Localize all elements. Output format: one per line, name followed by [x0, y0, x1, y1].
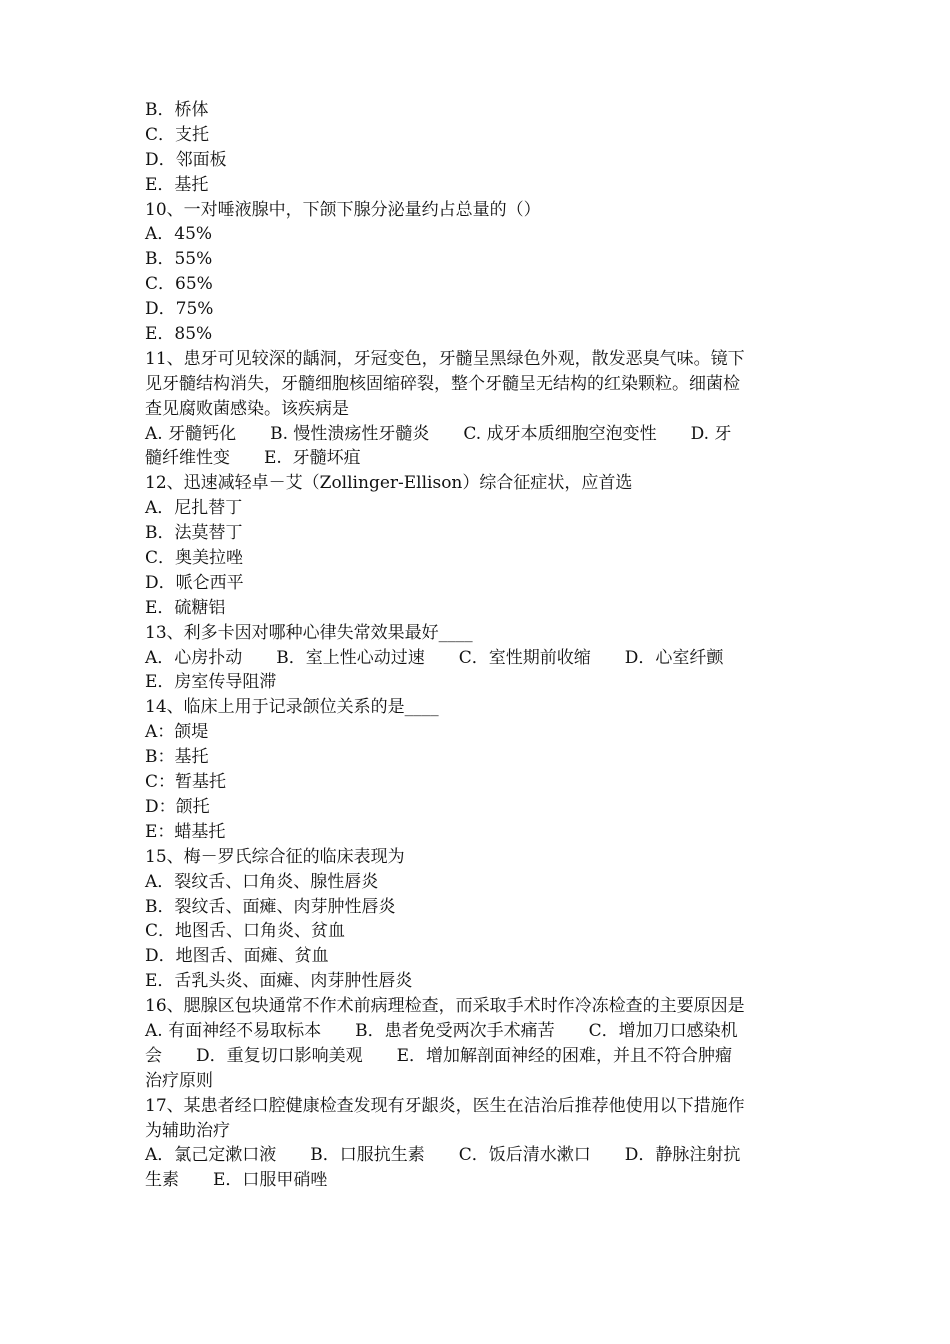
text-line: D．地图舌、面瘫、贫血: [145, 946, 329, 967]
question-line: 17、某患者经口腔健康检查发现有牙龈炎，医生在洁治后推荐他使用以下措施作: [145, 1095, 745, 1116]
text-line: C：暂基托: [145, 772, 227, 793]
text-line: C．支托: [145, 124, 210, 145]
text-line: B．桥体: [145, 100, 209, 120]
question-line: 为辅助治疗: [145, 1120, 230, 1141]
text-line: C．奥美拉唑: [145, 548, 244, 569]
text-line: A．心房扑动 B．室上性心动过速 C．室性期前收缩 D．心室纤颤: [145, 647, 724, 668]
question-line: 16、腮腺区包块通常不作术前病理检查，而采取手术时作冷冻检查的主要原因是: [145, 996, 745, 1017]
text-line: 生素 E．口服甲硝唑: [145, 1170, 328, 1191]
text-line: B．法莫替丁: [145, 523, 243, 544]
question-line: 13、利多卡因对哪种心律失常效果最好____: [145, 622, 473, 643]
question-line: 11、患牙可见较深的龋洞，牙冠变色，牙髓呈黑绿色外观，散发恶臭气味。镜下: [145, 348, 745, 369]
text-line: A．氯己定漱口液 B．口服抗生素 C．饭后清水漱口 D．静脉注射抗: [145, 1145, 741, 1166]
text-line: 髓纤维性变 E. 牙髓坏疽: [145, 448, 361, 469]
question-line: 15、梅－罗氏综合征的临床表现为: [145, 846, 405, 867]
text-line: D．邻面板: [145, 149, 227, 170]
text-line: E．基托: [145, 174, 209, 195]
text-line: D．哌仑西平: [145, 572, 244, 593]
text-line: B．55%: [145, 249, 213, 270]
text-line: E．舌乳头炎、面瘫、肉芽肿性唇炎: [145, 971, 413, 992]
document-page: [145, 98, 810, 1193]
text-line: 治疗原则: [145, 1070, 213, 1091]
text-line: A. 有面神经不易取标本 B．患者免受两次手术痛苦 C．增加刀口感染机: [145, 1020, 738, 1041]
text-line: 会 D．重复切口影响美观 E．增加解剖面神经的困难，并且不符合肿瘤: [145, 1045, 733, 1066]
text-line: E．房室传导阻滞: [145, 672, 277, 693]
text-line: A．裂纹舌、口角炎、腺性唇炎: [145, 871, 379, 892]
text-line: C．65%: [145, 274, 213, 295]
question-line: 查见腐败菌感染。该疾病是: [145, 398, 349, 419]
text-line: A：颌堤: [145, 722, 209, 743]
text-line: A．尼扎替丁: [145, 498, 243, 519]
question-line: 见牙髓结构消失，牙髓细胞核固缩碎裂，整个牙髓呈无结构的红染颗粒。细菌检: [145, 373, 740, 394]
text-line: A. 牙髓钙化 B. 慢性溃疡性牙髓炎 C. 成牙本质细胞空泡变性 D. 牙: [145, 423, 732, 444]
text-line: B：基托: [145, 747, 209, 768]
question-line: 12、迅速减轻卓－艾（Zollinger-Ellison）综合征症状，应首选: [145, 473, 633, 494]
text-line: A．45%: [145, 224, 213, 245]
text-line: E．硫糖铝: [145, 597, 226, 618]
text-line: E．85%: [145, 324, 213, 345]
text-line: C．地图舌、口角炎、贫血: [145, 921, 346, 942]
text-line: D：颌托: [145, 796, 210, 817]
text-line: D．75%: [145, 299, 214, 320]
text-line: E：蜡基托: [145, 821, 226, 842]
question-line: 10、一对唾液腺中，下颌下腺分泌量约占总量的（）: [145, 199, 541, 220]
text-line: B．裂纹舌、面瘫、肉芽肿性唇炎: [145, 896, 396, 917]
question-line: 14、临床上用于记录颌位关系的是____: [145, 697, 439, 718]
